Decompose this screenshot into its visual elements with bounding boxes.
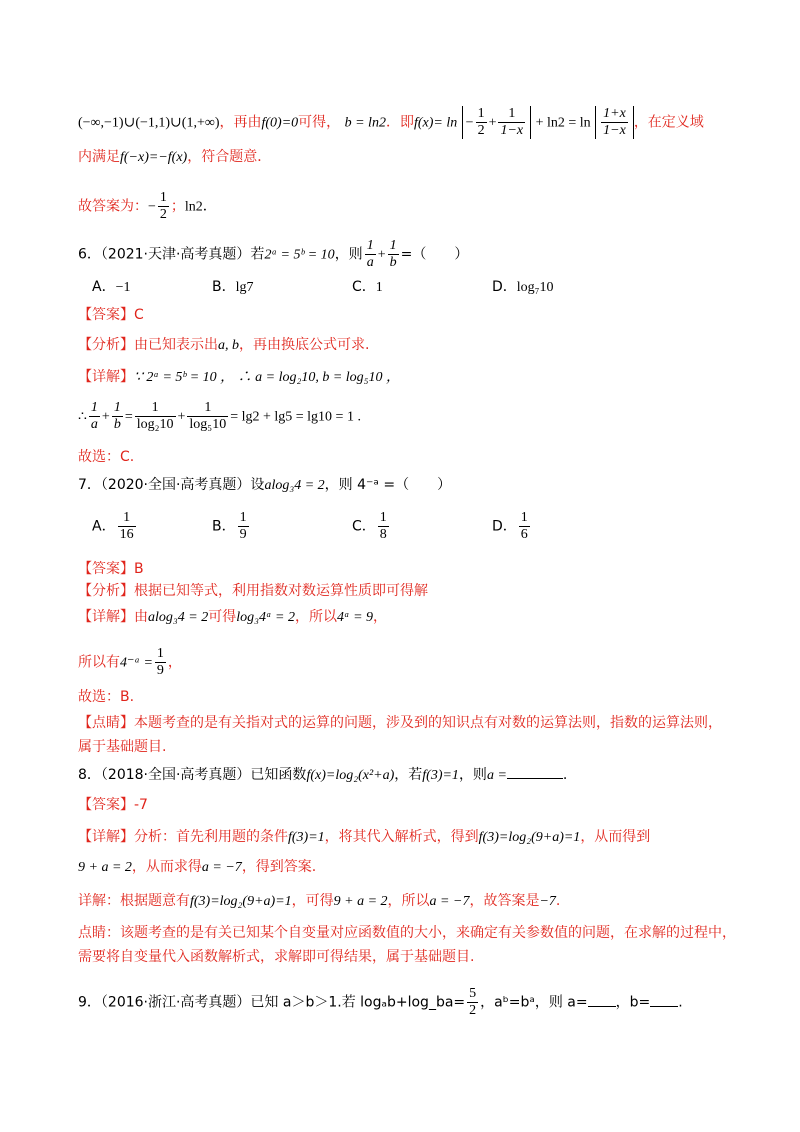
text: ． (202, 199, 217, 215)
text: ，在定义域 (633, 114, 704, 131)
q8-detail-3: 详解：根据题意有f(3)=log₂(9+a)=1，可得9 + a = 2，所以a = −7，故答案是−7. (78, 893, 561, 909)
q8-answer: 【答案】-7 (78, 797, 148, 813)
text: ，则 (334, 246, 363, 263)
q7-option-d: D． $\frac{1}{6}$ (492, 510, 528, 542)
math-expression: 2ᵃ = 5ᵇ = 10 (264, 247, 335, 263)
q6-stem: 6．（2021·天津·高考真题）若2ᵃ = 5ᵇ = 10，则 $\frac{1}{a}$ + $\frac{1}{b}$ =（ ） (78, 238, 469, 270)
math-expression: f(−x)=−f(x) (120, 150, 188, 165)
text: ； (170, 198, 185, 215)
frac-den: 2 (159, 207, 167, 222)
prev-answer-line (78, 190, 740, 223)
abs-expression-2: $\frac{1+x}{1-x}$ (595, 106, 634, 139)
text: =（ ） (400, 246, 469, 263)
q8-comment-2: 需要将自变量代入函数解析式，求解即可得结果，属于基础题目. (78, 949, 475, 965)
domain-expression: (−∞,−1)∪(−1,1)∪(1,+∞) (78, 115, 220, 131)
q7-option-c: C． $\frac{1}{8}$ (352, 510, 387, 542)
answer-blank-b (650, 992, 678, 1007)
math-sign: − (148, 199, 156, 215)
prev-solution-line-2 (78, 146, 740, 169)
q8-detail-2: 9 + a = 2，从而求得a = −7，得到答案. (78, 859, 317, 875)
q7-option-a: A． $\frac{1}{16}$ (92, 510, 134, 542)
text: ，再由 (219, 114, 262, 131)
q7-stem: 7．（2020·全国·高考真题）设alog₃4 = 2，则 4⁻ᵃ =（ ） (78, 477, 452, 493)
q6-analysis: 【分析】由已知表示出a, b，再由换底公式可求. (78, 337, 370, 353)
q6-option-a: A．−1 (92, 279, 131, 295)
q6-detail-2: ∴ $\frac{1}{a}$ + $\frac{1}{b}$ = $\frac{1}{\text{log₂10}}$ + $\frac{1}{\text{log₅10}}$ = lg2 + lg5 = lg10 = 1 . (78, 400, 361, 432)
text: 内满足 (78, 149, 120, 165)
abs-expression-1: − $\frac{1}{2}$ + $\frac{1}{1-x}$ (462, 106, 531, 139)
q9-stem: 9．（2016·浙江·高考真题）已知 a＞b＞1.若 logₐb+log_ba= $\frac{5}{2}$ ，aᵇ=bᵃ，则 a= ，b= . (78, 986, 683, 1018)
text: ．即 (385, 114, 414, 131)
q8-comment-1: 点睛：该题考查的是有关已知某个自变量对应函数值的大小，来确定有关参数值的问题，在求解的过程中， (78, 925, 736, 941)
answer-label: 故答案为： (78, 198, 148, 215)
q7-option-b: B． $\frac{1}{9}$ (212, 510, 247, 542)
q7-comment-1: 【点睛】本题考查的是有关指对式的运算的问题，涉及到的知识点有对数的运算法则，指数的运算法则， (78, 715, 722, 731)
q6-option-d: D．log₇10 (492, 279, 554, 295)
q8-detail-1: 【详解】分析：首先利用题的条件f(3)=1，将其代入解析式，得到f(3)=log₂(9+a)=1，从而得到 (78, 829, 651, 845)
answer-blank (507, 764, 563, 779)
q7-analysis: 【分析】根据已知等式，利用指数对数运算性质即可得解 (78, 583, 428, 599)
q8-stem: 8．（2018·全国·高考真题）已知函数f(x)=log₂(x²+a)，若f(3)=1，则a = . (78, 764, 740, 787)
q6-answer: 【答案】C (78, 307, 144, 323)
q6-option-c: C．1 (352, 279, 383, 295)
q6-choose: 故选：C. (78, 449, 135, 465)
answer-blank-a (588, 992, 616, 1007)
q7-answer: 【答案】B (78, 561, 144, 577)
q6-option-b: B．lg7 (212, 279, 254, 295)
math-expression: ln2 (184, 199, 203, 215)
text: ，符合题意． (187, 149, 272, 165)
math-expression: b = ln2 (344, 115, 386, 131)
prev-solution-line-1: (−∞,−1)∪(−1,1)∪(1,+∞)，再由f(0)=0可得， b = ln2．即f(x)= ln − $\frac{1}{2}$ + $\frac{1}{1-x}$ + ln2 = ln $\frac{1+x}{1-x}$ ，在定义域 (78, 106, 704, 138)
q7-choose: 故选：B. (78, 689, 135, 705)
q7-detail-1: 【详解】由alog₃4 = 2可得log₃4ᵃ = 2，所以4ᵃ = 9， (78, 609, 388, 625)
question-head: 6．（2021·天津·高考真题）若 (78, 246, 265, 263)
math-expression: f(x)= ln (413, 115, 458, 131)
math-expression: f(0)=0 (261, 115, 299, 131)
q6-detail-1: 【详解】∵ 2ᵃ = 5ᵇ = 10 ， ∴ a = log₂10, b = log₅10 ， (78, 369, 401, 385)
text: 可得， (298, 114, 341, 131)
q7-detail-2: 所以有4⁻ᵃ = $\frac{1}{9}$ ， (78, 646, 182, 678)
q7-comment-2: 属于基础题目. (78, 739, 167, 755)
frac-num: 1 (159, 190, 167, 205)
